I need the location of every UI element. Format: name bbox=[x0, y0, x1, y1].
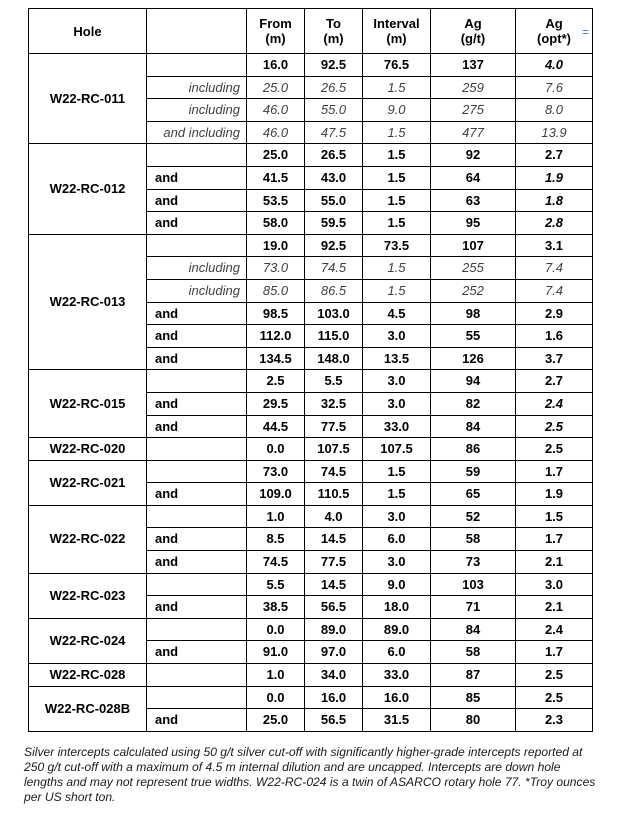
ag-opt-value: 8.0 bbox=[516, 99, 593, 122]
interval-value: 1.5 bbox=[363, 483, 431, 506]
ag-opt-value: 7.4 bbox=[516, 279, 593, 302]
ag-grade-value: 98 bbox=[431, 302, 516, 325]
ag-opt-value: 1.8 bbox=[516, 189, 593, 212]
interval-qualifier: and bbox=[147, 189, 247, 212]
hole-id: W22-RC-011 bbox=[29, 54, 147, 144]
ag-opt-value: 2.1 bbox=[516, 596, 593, 619]
interval-qualifier: and bbox=[147, 325, 247, 348]
to-value: 86.5 bbox=[305, 279, 363, 302]
ag-grade-value: 94 bbox=[431, 370, 516, 393]
hole-id: W22-RC-022 bbox=[29, 505, 147, 573]
to-value: 43.0 bbox=[305, 166, 363, 189]
ag-grade-value: 126 bbox=[431, 347, 516, 370]
ag-grade-value: 58 bbox=[431, 528, 516, 551]
interval-qualifier: and bbox=[147, 415, 247, 438]
interval-value: 18.0 bbox=[363, 596, 431, 619]
ag-opt-value: 2.3 bbox=[516, 709, 593, 732]
ag-grade-value: 64 bbox=[431, 166, 516, 189]
interval-qualifier: and bbox=[147, 551, 247, 574]
ag-grade-value: 275 bbox=[431, 99, 516, 122]
interval-qualifier: and bbox=[147, 347, 247, 370]
interval-qualifier: and bbox=[147, 166, 247, 189]
to-value: 74.5 bbox=[305, 257, 363, 280]
table-row bbox=[29, 686, 593, 709]
table-row bbox=[29, 664, 593, 687]
ag-grade-value: 95 bbox=[431, 212, 516, 235]
to-value: 92.5 bbox=[305, 54, 363, 77]
interval-value: 13.5 bbox=[363, 347, 431, 370]
ag-opt-value: 3.1 bbox=[516, 234, 593, 257]
table-row bbox=[29, 618, 593, 641]
from-value: 1.0 bbox=[247, 664, 305, 687]
from-value: 29.5 bbox=[247, 392, 305, 415]
from-value: 25.0 bbox=[247, 709, 305, 732]
interval-value: 9.0 bbox=[363, 99, 431, 122]
interval-qualifier: and bbox=[147, 483, 247, 506]
ag-opt-value: 3.0 bbox=[516, 573, 593, 596]
from-value: 0.0 bbox=[247, 438, 305, 461]
interval-qualifier bbox=[147, 664, 247, 687]
from-value: 5.5 bbox=[247, 573, 305, 596]
interval-value: 107.5 bbox=[363, 438, 431, 461]
interval-value: 16.0 bbox=[363, 686, 431, 709]
from-value: 91.0 bbox=[247, 641, 305, 664]
interval-value: 4.5 bbox=[363, 302, 431, 325]
interval-qualifier bbox=[147, 54, 247, 77]
interval-value: 3.0 bbox=[363, 325, 431, 348]
header-interval-label: Interval bbox=[373, 16, 420, 31]
from-value: 112.0 bbox=[247, 325, 305, 348]
table-row bbox=[29, 370, 593, 393]
from-value: 19.0 bbox=[247, 234, 305, 257]
from-value: 98.5 bbox=[247, 302, 305, 325]
interval-qualifier bbox=[147, 505, 247, 528]
hole-id: W22-RC-023 bbox=[29, 573, 147, 618]
to-value: 26.5 bbox=[305, 76, 363, 99]
header-ag-label: Ag bbox=[464, 16, 482, 31]
from-value: 46.0 bbox=[247, 99, 305, 122]
interval-value: 1.5 bbox=[363, 189, 431, 212]
interval-qualifier: including bbox=[147, 257, 247, 280]
to-value: 55.0 bbox=[305, 99, 363, 122]
ag-opt-value: 2.9 bbox=[516, 302, 593, 325]
from-value: 44.5 bbox=[247, 415, 305, 438]
header-ag-unit: (g/t) bbox=[460, 31, 486, 46]
hole-id: W22-RC-028 bbox=[29, 664, 147, 687]
header-ag bbox=[431, 9, 516, 54]
ag-grade-value: 84 bbox=[431, 618, 516, 641]
to-value: 110.5 bbox=[305, 483, 363, 506]
ag-grade-value: 85 bbox=[431, 686, 516, 709]
to-value: 77.5 bbox=[305, 551, 363, 574]
interval-value: 1.5 bbox=[363, 257, 431, 280]
header-qualifier bbox=[147, 9, 247, 54]
header-interval bbox=[363, 9, 431, 54]
ag-grade-value: 86 bbox=[431, 438, 516, 461]
ag-opt-value: 2.8 bbox=[516, 212, 593, 235]
ag-opt-value: 4.0 bbox=[516, 54, 593, 77]
ag-opt-value: 1.5 bbox=[516, 505, 593, 528]
from-value: 0.0 bbox=[247, 686, 305, 709]
ag-grade-value: 52 bbox=[431, 505, 516, 528]
header-to-unit: (m) bbox=[323, 31, 344, 46]
interval-value: 73.5 bbox=[363, 234, 431, 257]
table-row bbox=[29, 573, 593, 596]
ag-grade-value: 87 bbox=[431, 664, 516, 687]
ag-opt-value: 1.7 bbox=[516, 528, 593, 551]
to-value: 89.0 bbox=[305, 618, 363, 641]
ag-opt-value: 2.1 bbox=[516, 551, 593, 574]
ag-opt-value: 2.4 bbox=[516, 618, 593, 641]
from-value: 53.5 bbox=[247, 189, 305, 212]
table-row bbox=[29, 234, 593, 257]
from-value: 16.0 bbox=[247, 54, 305, 77]
interval-qualifier bbox=[147, 686, 247, 709]
hole-id: W22-RC-015 bbox=[29, 370, 147, 438]
ag-opt-value: 1.9 bbox=[516, 483, 593, 506]
interval-qualifier: and bbox=[147, 302, 247, 325]
to-value: 97.0 bbox=[305, 641, 363, 664]
to-value: 26.5 bbox=[305, 144, 363, 167]
ag-opt-value: 2.5 bbox=[516, 664, 593, 687]
interval-value: 31.5 bbox=[363, 709, 431, 732]
hole-id: W22-RC-021 bbox=[29, 460, 147, 505]
interval-qualifier: and bbox=[147, 392, 247, 415]
ag-opt-value: 1.7 bbox=[516, 460, 593, 483]
from-value: 1.0 bbox=[247, 505, 305, 528]
ag-grade-value: 107 bbox=[431, 234, 516, 257]
from-value: 41.5 bbox=[247, 166, 305, 189]
to-value: 5.5 bbox=[305, 370, 363, 393]
header-ag-opt-label: Ag bbox=[545, 16, 563, 31]
ag-grade-value: 73 bbox=[431, 551, 516, 574]
interval-value: 33.0 bbox=[363, 415, 431, 438]
ag-grade-value: 137 bbox=[431, 54, 516, 77]
ag-grade-value: 84 bbox=[431, 415, 516, 438]
table-row bbox=[29, 54, 593, 77]
interval-value: 3.0 bbox=[363, 370, 431, 393]
to-value: 92.5 bbox=[305, 234, 363, 257]
from-value: 58.0 bbox=[247, 212, 305, 235]
ag-opt-value: 1.6 bbox=[516, 325, 593, 348]
ag-grade-value: 71 bbox=[431, 596, 516, 619]
ag-grade-value: 58 bbox=[431, 641, 516, 664]
ag-grade-value: 477 bbox=[431, 121, 516, 144]
interval-qualifier: and bbox=[147, 641, 247, 664]
to-value: 47.5 bbox=[305, 121, 363, 144]
from-value: 8.5 bbox=[247, 528, 305, 551]
interval-qualifier: and bbox=[147, 528, 247, 551]
interval-value: 9.0 bbox=[363, 573, 431, 596]
to-value: 107.5 bbox=[305, 438, 363, 461]
interval-qualifier: including bbox=[147, 279, 247, 302]
interval-qualifier: including bbox=[147, 76, 247, 99]
footnote: Silver intercepts calculated using 50 g/t silver cut-off with significantly higher-grade intercepts reported at 250 g/t cut-off with a maximum of 4.5 m internal dilution and are uncapped. Intercepts are down hole lengths and may not represent true widths. W22-RC-024 is a twin of ASARCO rotary hole 77. *Troy ounces per US short ton. bbox=[24, 745, 596, 804]
from-value: 134.5 bbox=[247, 347, 305, 370]
interval-value: 89.0 bbox=[363, 618, 431, 641]
interval-qualifier bbox=[147, 438, 247, 461]
ag-grade-value: 82 bbox=[431, 392, 516, 415]
table-body bbox=[29, 54, 593, 732]
to-value: 4.0 bbox=[305, 505, 363, 528]
interval-value: 1.5 bbox=[363, 144, 431, 167]
ag-opt-value: 2.7 bbox=[516, 370, 593, 393]
interval-value: 1.5 bbox=[363, 212, 431, 235]
from-value: 74.5 bbox=[247, 551, 305, 574]
ag-opt-value: 2.4 bbox=[516, 392, 593, 415]
from-value: 25.0 bbox=[247, 144, 305, 167]
from-value: 109.0 bbox=[247, 483, 305, 506]
header-interval-unit: (m) bbox=[386, 31, 407, 46]
interval-qualifier bbox=[147, 234, 247, 257]
to-value: 115.0 bbox=[305, 325, 363, 348]
from-value: 73.0 bbox=[247, 460, 305, 483]
ag-grade-value: 80 bbox=[431, 709, 516, 732]
header-to-label: To bbox=[326, 16, 341, 31]
interval-qualifier bbox=[147, 460, 247, 483]
table-row bbox=[29, 438, 593, 461]
interval-qualifier: and bbox=[147, 212, 247, 235]
ag-opt-value: 2.5 bbox=[516, 438, 593, 461]
to-value: 55.0 bbox=[305, 189, 363, 212]
ag-grade-value: 92 bbox=[431, 144, 516, 167]
table-row bbox=[29, 505, 593, 528]
header-from bbox=[247, 9, 305, 54]
interval-value: 1.5 bbox=[363, 460, 431, 483]
from-value: 0.0 bbox=[247, 618, 305, 641]
header-from-label: From bbox=[259, 16, 292, 31]
ag-opt-value: 2.7 bbox=[516, 144, 593, 167]
interval-qualifier bbox=[147, 618, 247, 641]
interval-value: 76.5 bbox=[363, 54, 431, 77]
interval-qualifier: and bbox=[147, 596, 247, 619]
ag-grade-value: 65 bbox=[431, 483, 516, 506]
ag-grade-value: 252 bbox=[431, 279, 516, 302]
hole-id: W22-RC-020 bbox=[29, 438, 147, 461]
hole-id: W22-RC-028B bbox=[29, 686, 147, 731]
ag-grade-value: 255 bbox=[431, 257, 516, 280]
from-value: 85.0 bbox=[247, 279, 305, 302]
to-value: 59.5 bbox=[305, 212, 363, 235]
drill-results-table bbox=[28, 8, 593, 732]
hole-id: W22-RC-012 bbox=[29, 144, 147, 234]
interval-value: 1.5 bbox=[363, 121, 431, 144]
interval-value: 1.5 bbox=[363, 76, 431, 99]
to-value: 103.0 bbox=[305, 302, 363, 325]
interval-value: 6.0 bbox=[363, 641, 431, 664]
interval-value: 1.5 bbox=[363, 166, 431, 189]
interval-qualifier bbox=[147, 370, 247, 393]
ag-opt-value: 13.9 bbox=[516, 121, 593, 144]
interval-value: 1.5 bbox=[363, 279, 431, 302]
to-value: 14.5 bbox=[305, 528, 363, 551]
ag-grade-value: 63 bbox=[431, 189, 516, 212]
ag-opt-value: 2.5 bbox=[516, 686, 593, 709]
from-value: 46.0 bbox=[247, 121, 305, 144]
from-value: 38.5 bbox=[247, 596, 305, 619]
from-value: 73.0 bbox=[247, 257, 305, 280]
interval-value: 3.0 bbox=[363, 392, 431, 415]
hole-id: W22-RC-013 bbox=[29, 234, 147, 370]
ag-opt-value: 7.6 bbox=[516, 76, 593, 99]
to-value: 14.5 bbox=[305, 573, 363, 596]
to-value: 74.5 bbox=[305, 460, 363, 483]
to-value: 16.0 bbox=[305, 686, 363, 709]
ag-grade-value: 59 bbox=[431, 460, 516, 483]
ag-grade-value: 55 bbox=[431, 325, 516, 348]
interval-qualifier: and bbox=[147, 709, 247, 732]
ag-opt-value: 2.5 bbox=[516, 415, 593, 438]
table-row bbox=[29, 144, 593, 167]
ag-opt-value: 1.7 bbox=[516, 641, 593, 664]
interval-qualifier: and including bbox=[147, 121, 247, 144]
from-value: 25.0 bbox=[247, 76, 305, 99]
to-value: 77.5 bbox=[305, 415, 363, 438]
header-row bbox=[29, 9, 593, 54]
ag-opt-value: 1.9 bbox=[516, 166, 593, 189]
table-row bbox=[29, 460, 593, 483]
interval-qualifier bbox=[147, 144, 247, 167]
interval-value: 3.0 bbox=[363, 551, 431, 574]
interval-qualifier: including bbox=[147, 99, 247, 122]
header-ag-opt-unit: (opt*) bbox=[537, 31, 571, 46]
header-from-unit: (m) bbox=[265, 31, 286, 46]
ag-opt-value: 7.4 bbox=[516, 257, 593, 280]
to-value: 148.0 bbox=[305, 347, 363, 370]
ag-grade-value: 259 bbox=[431, 76, 516, 99]
ag-grade-value: 103 bbox=[431, 573, 516, 596]
interval-value: 6.0 bbox=[363, 528, 431, 551]
header-hole: Hole bbox=[29, 9, 147, 54]
hole-id: W22-RC-024 bbox=[29, 618, 147, 663]
header-to bbox=[305, 9, 363, 54]
to-value: 32.5 bbox=[305, 392, 363, 415]
side-marker: = bbox=[582, 25, 590, 39]
interval-value: 3.0 bbox=[363, 505, 431, 528]
interval-value: 33.0 bbox=[363, 664, 431, 687]
header-ag-opt bbox=[516, 9, 593, 54]
ag-opt-value: 3.7 bbox=[516, 347, 593, 370]
to-value: 56.5 bbox=[305, 596, 363, 619]
to-value: 56.5 bbox=[305, 709, 363, 732]
interval-qualifier bbox=[147, 573, 247, 596]
from-value: 2.5 bbox=[247, 370, 305, 393]
to-value: 34.0 bbox=[305, 664, 363, 687]
